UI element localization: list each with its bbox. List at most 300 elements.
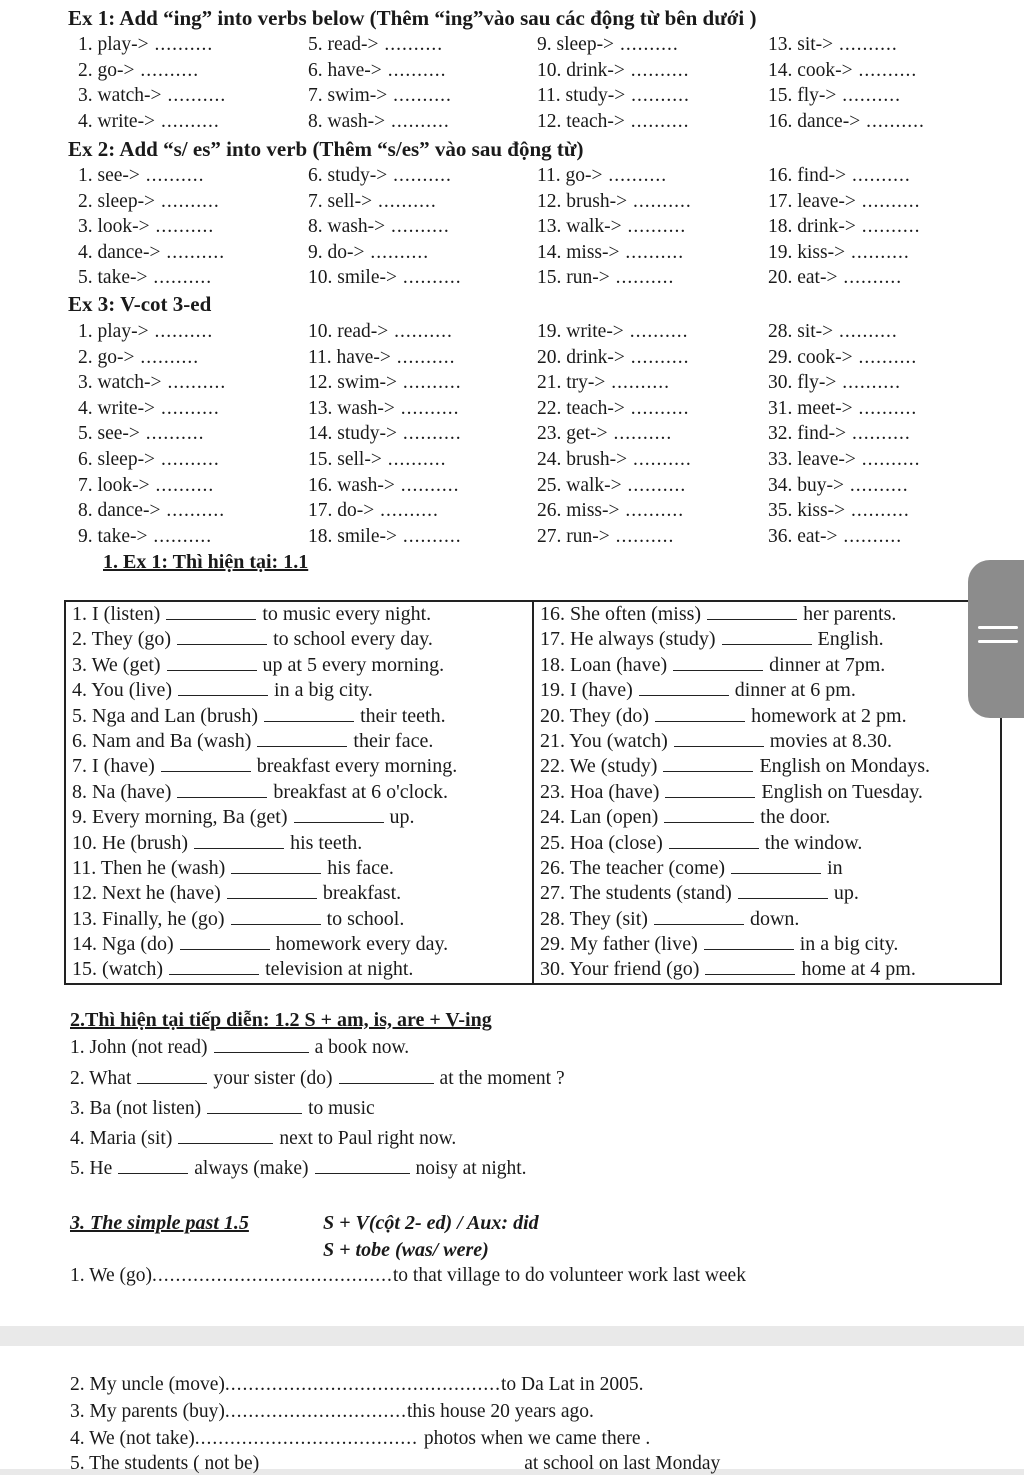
present-heading: 1. Ex 1: Thì hiện tại: 1.1 bbox=[103, 551, 309, 573]
answer-blank[interactable] bbox=[194, 831, 284, 849]
row-rest: breakfast at 6 o'clock. bbox=[273, 780, 449, 803]
answer-blank[interactable] bbox=[294, 805, 384, 823]
exercise-row bbox=[540, 678, 1000, 703]
row-subject: 16. She often (miss) bbox=[540, 603, 702, 625]
row-subject: 12. Next he (have) bbox=[72, 882, 221, 905]
answer-blank[interactable]: .......... bbox=[149, 216, 215, 237]
answer-blank[interactable] bbox=[704, 932, 794, 950]
verb-item bbox=[308, 165, 452, 187]
verb-label: 2. go-> bbox=[78, 59, 135, 81]
exercise-row bbox=[72, 856, 532, 881]
answer-blank[interactable]: .......... bbox=[387, 85, 452, 106]
verb-label: 8. wash-> bbox=[308, 110, 386, 132]
verb-item bbox=[537, 423, 672, 445]
row-rest: breakfast every morning. bbox=[256, 755, 458, 778]
answer-blank[interactable] bbox=[161, 754, 251, 772]
verb-item bbox=[768, 111, 925, 133]
answer-blank[interactable] bbox=[169, 957, 259, 975]
answer-blank[interactable] bbox=[705, 957, 795, 975]
verb-label: 16. find-> bbox=[768, 165, 847, 186]
verb-item bbox=[308, 267, 462, 289]
verb-item bbox=[537, 267, 674, 289]
row-rest: her parents. bbox=[803, 603, 897, 625]
answer-blank[interactable]: .......... bbox=[624, 59, 690, 81]
answer-blank[interactable] bbox=[257, 729, 347, 747]
verb-label: 5. read-> bbox=[308, 34, 379, 55]
row-subject: 26. The teacher (come) bbox=[540, 856, 726, 879]
verb-item bbox=[308, 398, 459, 420]
verb-label: 17. leave-> bbox=[768, 190, 856, 212]
answer-blank[interactable]: .......... bbox=[372, 190, 437, 212]
answer-blank[interactable]: .......... bbox=[845, 500, 910, 522]
answer-blank[interactable] bbox=[655, 704, 745, 722]
answer-blank[interactable]: .......... bbox=[627, 190, 692, 212]
answer-blank[interactable]: .......... bbox=[624, 397, 690, 419]
answer-blank[interactable]: .......... bbox=[394, 397, 460, 419]
exercise-row bbox=[540, 831, 1000, 856]
exercise-row bbox=[72, 805, 532, 830]
answer-blank[interactable]: .......... bbox=[624, 346, 690, 368]
row-subject: 6. Nam and Ba (wash) bbox=[72, 729, 252, 752]
verb-item bbox=[537, 242, 684, 264]
answer-blank[interactable]: .......... bbox=[833, 34, 898, 55]
row-rest: dinner at 6 pm. bbox=[734, 679, 856, 702]
verb-item bbox=[78, 500, 225, 522]
answer-blank[interactable]: .......... bbox=[625, 85, 690, 106]
answer-blank[interactable]: .......... bbox=[397, 267, 462, 288]
verb-label: 24. brush-> bbox=[537, 449, 628, 470]
past-line-4-rest: photos when we came there . bbox=[423, 1428, 651, 1449]
answer-blank[interactable]: .......... bbox=[624, 110, 690, 132]
answer-blank[interactable]: ............................................... bbox=[224, 1374, 502, 1395]
verb-item bbox=[78, 242, 225, 264]
answer-blank[interactable]: .......... bbox=[387, 165, 452, 186]
row-subject: 27. The students (stand) bbox=[540, 882, 732, 905]
answer-blank[interactable]: .......... bbox=[161, 372, 227, 394]
verb-item bbox=[537, 526, 674, 548]
row-subject: 22. We (study) bbox=[540, 755, 658, 778]
answer-blank[interactable]: .......... bbox=[621, 474, 687, 496]
answer-blank[interactable] bbox=[227, 881, 317, 899]
exercise-row bbox=[540, 627, 1000, 652]
answer-blank[interactable]: .......... bbox=[139, 165, 205, 186]
continuous-line bbox=[70, 1126, 456, 1150]
answer-blank[interactable]: .......... bbox=[833, 321, 898, 342]
past-line-4-subject: 4. We (not take) bbox=[70, 1428, 195, 1449]
answer-blank[interactable]: .......... bbox=[855, 216, 921, 237]
verb-item bbox=[537, 449, 692, 471]
line-text: 3. Ba (not listen) bbox=[70, 1098, 202, 1119]
answer-blank[interactable]: .......... bbox=[397, 372, 462, 394]
answer-blank[interactable]: .......... bbox=[607, 423, 673, 445]
verb-item bbox=[768, 216, 921, 238]
row-subject: 14. Nga (do) bbox=[72, 933, 174, 956]
row-subject: 5. Nga and Lan (brush) bbox=[72, 704, 259, 727]
answer-blank[interactable]: .......... bbox=[614, 34, 679, 55]
answer-blank[interactable]: .......... bbox=[852, 346, 918, 368]
row-subject: 23. Hoa (have) bbox=[540, 780, 660, 803]
past-line-1-rest: to that village to do volunteer work last week bbox=[392, 1265, 746, 1286]
row-subject: 4. You (live) bbox=[72, 679, 173, 702]
past-heading: 3. The simple past 1.5 bbox=[70, 1212, 249, 1234]
verb-item bbox=[78, 321, 213, 343]
answer-blank[interactable]: .......... bbox=[605, 372, 671, 394]
answer-blank[interactable] bbox=[166, 602, 256, 620]
answer-blank[interactable]: .......... bbox=[160, 500, 226, 522]
exercise-row bbox=[72, 780, 532, 805]
answer-blank[interactable]: .......... bbox=[147, 525, 213, 547]
verb-item bbox=[308, 216, 450, 238]
verb-item bbox=[308, 321, 453, 343]
row-rest: homework at 2 pm. bbox=[751, 704, 907, 727]
row-rest: English. bbox=[817, 628, 884, 651]
verb-item bbox=[308, 191, 437, 213]
past-line-3-rest: this house 20 years ago. bbox=[407, 1401, 594, 1422]
row-rest: the door. bbox=[760, 806, 831, 829]
verb-item bbox=[78, 85, 226, 107]
past-line-4 bbox=[70, 1428, 650, 1450]
answer-blank[interactable] bbox=[731, 856, 821, 874]
verb-item bbox=[768, 475, 909, 497]
answer-blank[interactable]: .......... bbox=[149, 474, 215, 496]
verb-item bbox=[308, 423, 462, 445]
verb-label: 18. smile-> bbox=[308, 525, 397, 547]
answer-blank[interactable]: .......... bbox=[378, 34, 444, 55]
answer-blank[interactable]: .......... bbox=[837, 267, 903, 288]
line-text: to music bbox=[308, 1098, 375, 1119]
past-line-1-subject: 1. We (go) bbox=[70, 1265, 153, 1286]
answer-blank[interactable] bbox=[137, 1066, 207, 1084]
verb-label: 5. see-> bbox=[78, 423, 140, 445]
answer-blank[interactable] bbox=[177, 780, 267, 798]
row-subject: 30. Your friend (go) bbox=[540, 958, 700, 981]
verb-label: 22. teach-> bbox=[537, 397, 625, 419]
past-formula-1: S + V(cột 2- ed) / Aux: did bbox=[323, 1212, 539, 1234]
verb-item bbox=[768, 242, 910, 264]
verb-label: 3. watch-> bbox=[78, 85, 162, 106]
answer-blank[interactable] bbox=[674, 729, 764, 747]
row-rest: his teeth. bbox=[290, 831, 363, 854]
answer-blank[interactable] bbox=[178, 1126, 273, 1144]
verb-item bbox=[768, 191, 921, 213]
verb-label: 6. study-> bbox=[308, 165, 388, 186]
present-right-column bbox=[533, 601, 1001, 984]
row-rest: in a big city. bbox=[274, 679, 373, 702]
answer-blank[interactable]: .......... bbox=[385, 216, 450, 237]
answer-blank[interactable]: .......... bbox=[609, 267, 675, 288]
verb-item bbox=[308, 475, 459, 497]
verb-label: 13. sit-> bbox=[768, 34, 834, 55]
row-rest: down. bbox=[749, 907, 800, 930]
answer-blank[interactable] bbox=[669, 831, 759, 849]
answer-blank[interactable]: .......... bbox=[836, 372, 902, 394]
answer-blank[interactable]: .......... bbox=[623, 321, 689, 342]
answer-blank[interactable] bbox=[664, 805, 754, 823]
verb-label: 3. look-> bbox=[78, 216, 150, 237]
answer-blank[interactable]: ......................................... bbox=[152, 1265, 393, 1286]
answer-blank[interactable]: .......... bbox=[394, 474, 460, 496]
answer-blank[interactable] bbox=[663, 754, 753, 772]
answer-blank[interactable] bbox=[207, 1096, 302, 1114]
verb-label: 16. dance-> bbox=[768, 110, 861, 132]
answer-blank[interactable]: .......... bbox=[155, 449, 220, 470]
verb-label: 18. drink-> bbox=[768, 216, 856, 237]
row-rest: up at 5 every morning. bbox=[262, 653, 445, 676]
verb-label: 8. wash-> bbox=[308, 216, 386, 237]
verb-item bbox=[768, 267, 902, 289]
line-text: 1. John (not read) bbox=[70, 1037, 208, 1058]
row-subject: 1. I (listen) bbox=[72, 603, 161, 625]
row-subject: 29. My father (live) bbox=[540, 933, 698, 956]
verb-label: 7. swim-> bbox=[308, 85, 388, 106]
answer-blank[interactable] bbox=[639, 678, 729, 696]
row-subject: 25. Hoa (close) bbox=[540, 831, 663, 854]
exercise-row bbox=[72, 957, 532, 982]
row-rest: their face. bbox=[353, 729, 434, 752]
exercise-row bbox=[540, 907, 1000, 932]
verb-label: 10. smile-> bbox=[308, 267, 397, 288]
past-line-2-subject: 2. My uncle (move) bbox=[70, 1374, 225, 1395]
answer-blank[interactable] bbox=[665, 780, 755, 798]
answer-blank[interactable]: .......... bbox=[160, 241, 226, 263]
verb-item bbox=[768, 449, 921, 471]
answer-blank[interactable]: .......... bbox=[602, 165, 668, 186]
present-left-column bbox=[65, 601, 533, 984]
row-rest: their teeth. bbox=[360, 704, 446, 727]
answer-blank[interactable]: .......... bbox=[860, 110, 925, 132]
answer-blank[interactable] bbox=[315, 1156, 410, 1174]
line-text: 2. What bbox=[70, 1068, 132, 1089]
answer-blank[interactable]: .......... bbox=[397, 423, 462, 445]
answer-blank[interactable]: .......... bbox=[388, 321, 453, 342]
answer-blank[interactable]: .......... bbox=[609, 525, 675, 547]
verb-label: 8. dance-> bbox=[78, 500, 161, 522]
verb-item bbox=[308, 500, 439, 522]
past-line-3 bbox=[70, 1401, 594, 1423]
verb-label: 7. sell-> bbox=[308, 190, 373, 212]
handle-grip-line bbox=[978, 640, 1018, 643]
verb-label: 14. cook-> bbox=[768, 59, 853, 81]
verb-item bbox=[308, 111, 450, 133]
row-subject: 11. Then he (wash) bbox=[72, 856, 226, 879]
verb-label: 34. buy-> bbox=[768, 474, 844, 496]
answer-blank[interactable]: .......... bbox=[397, 525, 462, 547]
row-rest: in a big city. bbox=[799, 933, 899, 956]
verb-label: 7. look-> bbox=[78, 474, 150, 496]
verb-label: 3. watch-> bbox=[78, 372, 162, 394]
row-rest: to school. bbox=[326, 907, 405, 930]
answer-blank[interactable] bbox=[264, 704, 354, 722]
answer-blank[interactable]: .......... bbox=[852, 59, 918, 81]
row-rest: television at night. bbox=[265, 958, 414, 981]
verb-label: 26. miss-> bbox=[537, 500, 620, 522]
verb-item bbox=[78, 526, 212, 548]
verb-label: 31. meet-> bbox=[768, 397, 853, 419]
verb-label: 12. teach-> bbox=[537, 110, 625, 132]
answer-blank[interactable]: .......... bbox=[155, 110, 220, 132]
verb-label: 28. sit-> bbox=[768, 321, 834, 342]
answer-blank[interactable]: .......... bbox=[845, 241, 910, 263]
row-rest: movies at 8.30. bbox=[769, 729, 892, 752]
verb-item bbox=[768, 85, 901, 107]
answer-blank[interactable]: .......... bbox=[390, 346, 456, 368]
verb-item bbox=[78, 398, 220, 420]
continuous-line bbox=[70, 1035, 409, 1059]
answer-blank[interactable]: .......... bbox=[147, 267, 213, 288]
verb-label: 11. have-> bbox=[308, 346, 391, 368]
continuous-heading: 2.Thì hiện tại tiếp diễn: 1.2 S + am, is, are + V-ing bbox=[70, 1009, 492, 1031]
answer-blank[interactable]: .......... bbox=[846, 165, 911, 186]
answer-blank[interactable]: .......... bbox=[837, 525, 903, 547]
verb-label: 13. wash-> bbox=[308, 397, 395, 419]
answer-blank[interactable]: .......... bbox=[855, 190, 921, 212]
answer-blank[interactable] bbox=[654, 907, 744, 925]
verb-item bbox=[78, 34, 213, 56]
verb-label: 33. leave-> bbox=[768, 449, 856, 470]
verb-item bbox=[537, 111, 690, 133]
exercise-row bbox=[72, 678, 532, 703]
answer-blank[interactable]: ............................... bbox=[224, 1401, 408, 1422]
verb-item bbox=[537, 500, 684, 522]
answer-blank[interactable]: .......... bbox=[381, 59, 447, 81]
answer-blank[interactable]: .......... bbox=[381, 449, 447, 470]
answer-blank[interactable]: .......... bbox=[621, 216, 687, 237]
row-rest: to music every night. bbox=[262, 603, 432, 625]
row-rest: English on Mondays. bbox=[759, 755, 931, 778]
verb-item bbox=[768, 321, 898, 343]
verb-item bbox=[537, 34, 679, 56]
verb-item bbox=[537, 347, 690, 369]
exercise-row bbox=[72, 704, 532, 729]
continuous-line bbox=[70, 1096, 375, 1120]
verb-label: 15. sell-> bbox=[308, 449, 382, 470]
answer-blank[interactable] bbox=[339, 1066, 434, 1084]
verb-item bbox=[537, 165, 667, 187]
exercise-row bbox=[72, 831, 532, 856]
answer-blank[interactable] bbox=[214, 1035, 309, 1053]
verb-item bbox=[78, 60, 199, 82]
answer-blank[interactable] bbox=[167, 653, 257, 671]
exercise-row bbox=[540, 729, 1000, 754]
verb-label: 21. try-> bbox=[537, 372, 606, 394]
exercise-row bbox=[540, 602, 1000, 627]
answer-blank[interactable]: .......... bbox=[364, 241, 430, 263]
verb-label: 11. study-> bbox=[537, 85, 626, 106]
verb-label: 4. dance-> bbox=[78, 241, 161, 263]
answer-blank[interactable]: .......... bbox=[134, 346, 200, 368]
line-text: noisy at night. bbox=[415, 1158, 527, 1179]
ex2-title: Ex 2: Add “s/ es” into verb (Thêm “s/es” vào sau động từ) bbox=[68, 137, 584, 161]
answer-blank[interactable]: ...................................... bbox=[194, 1428, 424, 1449]
answer-blank[interactable] bbox=[180, 932, 270, 950]
answer-blank[interactable]: .......... bbox=[619, 241, 685, 263]
verb-label: 14. miss-> bbox=[537, 241, 620, 263]
answer-blank[interactable] bbox=[178, 678, 268, 696]
verb-item bbox=[768, 526, 902, 548]
exercise-row bbox=[72, 907, 532, 932]
exercise-row bbox=[540, 704, 1000, 729]
continuous-line bbox=[70, 1156, 527, 1180]
verb-item bbox=[308, 85, 452, 107]
answer-blank[interactable] bbox=[673, 653, 763, 671]
line-text: always (make) bbox=[194, 1158, 309, 1179]
answer-blank[interactable]: .......... bbox=[374, 500, 439, 522]
row-subject: 17. He always (study) bbox=[540, 628, 716, 651]
verb-label: 5. take-> bbox=[78, 267, 148, 288]
row-rest: his face. bbox=[327, 856, 394, 879]
past-line-5 bbox=[70, 1453, 720, 1475]
verb-label: 36. eat-> bbox=[768, 525, 838, 547]
answer-blank[interactable]: .......... bbox=[844, 474, 909, 496]
verb-item bbox=[768, 423, 911, 445]
verb-item bbox=[768, 500, 910, 522]
verb-item bbox=[768, 372, 901, 394]
verb-item bbox=[768, 34, 898, 56]
verb-label: 35. kiss-> bbox=[768, 500, 846, 522]
verb-label: 10. drink-> bbox=[537, 59, 625, 81]
row-rest: homework every day. bbox=[275, 933, 449, 956]
answer-blank[interactable] bbox=[738, 881, 828, 899]
verb-label: 12. brush-> bbox=[537, 190, 628, 212]
verb-item bbox=[768, 165, 911, 187]
verb-label: 20. drink-> bbox=[537, 346, 625, 368]
handle-grip-line bbox=[978, 626, 1018, 629]
ex3-title: Ex 3: V-cot 3-ed bbox=[68, 292, 212, 316]
answer-blank[interactable]: .......... bbox=[155, 397, 220, 419]
answer-blank[interactable]: .......... bbox=[155, 190, 220, 212]
answer-blank[interactable]: .......... bbox=[846, 423, 911, 445]
row-rest: English on Tuesday. bbox=[761, 780, 923, 803]
answer-blank[interactable]: .......... bbox=[855, 449, 921, 470]
answer-blank[interactable] bbox=[118, 1156, 188, 1174]
answer-blank[interactable] bbox=[707, 602, 797, 620]
answer-blank[interactable]: .......... bbox=[619, 500, 685, 522]
answer-blank[interactable]: .......... bbox=[385, 110, 450, 132]
verb-item bbox=[537, 321, 688, 343]
answer-blank[interactable]: .......... bbox=[148, 34, 214, 55]
answer-blank[interactable]: .......... bbox=[148, 321, 214, 342]
row-subject: 7. I (have) bbox=[72, 755, 155, 778]
answer-blank[interactable] bbox=[231, 907, 321, 925]
verb-label: 27. run-> bbox=[537, 525, 610, 547]
row-rest: breakfast. bbox=[322, 882, 402, 905]
verb-item bbox=[537, 475, 686, 497]
exercise-row bbox=[72, 881, 532, 906]
row-subject: 15. (watch) bbox=[72, 958, 164, 981]
verb-item bbox=[78, 347, 199, 369]
answer-blank[interactable]: .......... bbox=[836, 85, 902, 106]
ex1-title: Ex 1: Add “ing” into verbs below (Thêm “ing”vào sau các động từ bên dưới ) bbox=[68, 6, 757, 30]
verb-item bbox=[537, 216, 686, 238]
row-rest: up. bbox=[389, 806, 415, 829]
answer-blank[interactable]: .......... bbox=[852, 397, 918, 419]
verb-label: 2. sleep-> bbox=[78, 190, 156, 212]
answer-blank[interactable] bbox=[722, 627, 812, 645]
row-rest: the window. bbox=[764, 831, 863, 854]
scroll-handle[interactable] bbox=[968, 560, 1024, 718]
answer-blank[interactable]: .......... bbox=[139, 423, 205, 445]
answer-blank[interactable]: .......... bbox=[627, 449, 692, 470]
line-text: 4. Maria (sit) bbox=[70, 1128, 173, 1149]
answer-blank[interactable] bbox=[177, 627, 267, 645]
verb-item bbox=[537, 60, 690, 82]
verb-label: 25. walk-> bbox=[537, 474, 622, 496]
verb-label: 19. kiss-> bbox=[768, 241, 846, 263]
answer-blank[interactable]: .......... bbox=[161, 85, 227, 106]
answer-blank[interactable]: .......... bbox=[134, 59, 200, 81]
answer-blank[interactable] bbox=[231, 856, 321, 874]
verb-item bbox=[537, 398, 690, 420]
